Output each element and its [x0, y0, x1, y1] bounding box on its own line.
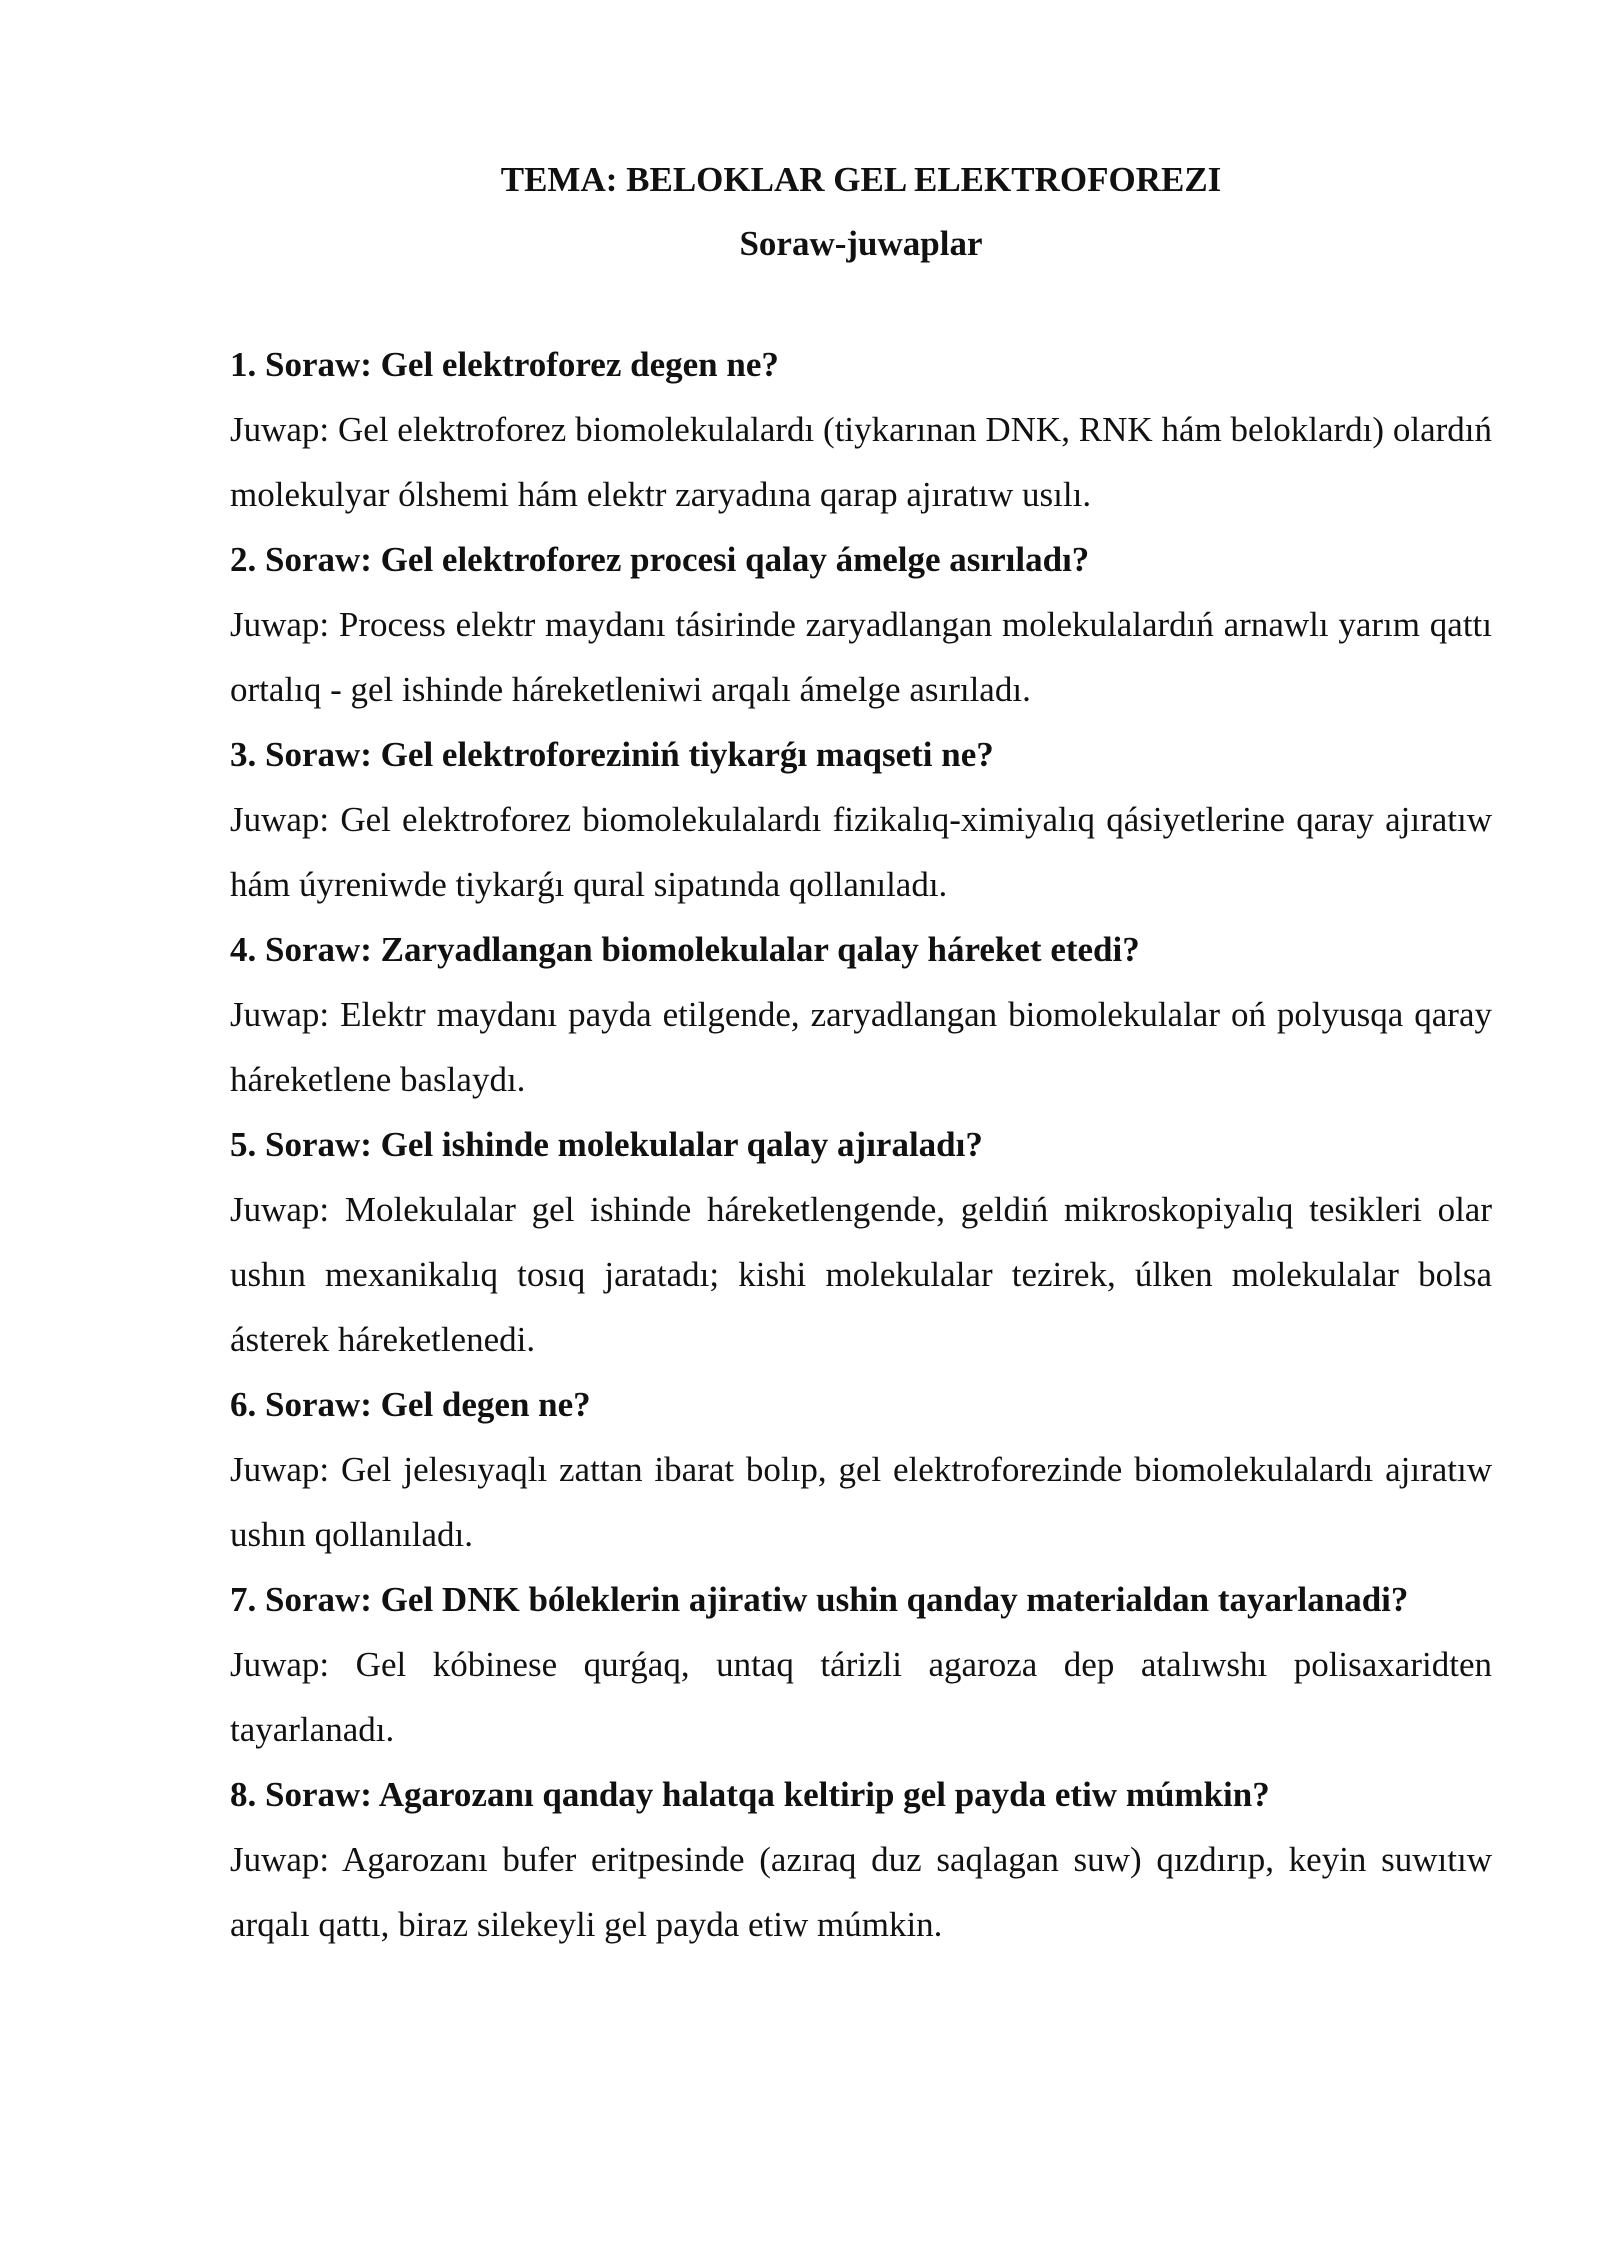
question-text: 7. Soraw: Gel DNK bóleklerin ajiratiw ushin qanday materialdan tayarlanadi?	[230, 1580, 1409, 1619]
question-text: 4. Soraw: Zaryadlangan biomolekulalar qalay háreket etedi?	[230, 930, 1140, 969]
document-subtitle: Soraw-juwaplar	[739, 224, 983, 263]
question-text: 5. Soraw: Gel ishinde molekulalar qalay ajıraladı?	[230, 1125, 983, 1164]
qa-item	[230, 332, 1492, 527]
qa-list	[230, 332, 1492, 1957]
qa-item	[230, 527, 1492, 722]
qa-item	[230, 917, 1492, 1112]
qa-item	[230, 722, 1492, 917]
answer-text: Juwap: Molekulalar gel ishinde háreketlengende, geldiń mikroskopiyalıq tesikleri olar ushın mexanikalıq tosıq jaratadı; kishi molekulalar tezirek, úlken molekulalar bolsa ásterek háreketlenedi.	[230, 1190, 1492, 1359]
answer-text: Juwap: Gel elektroforez biomolekulalardı fizikalıq-ximiyalıq qásiyetlerine qaray ajıratıw hám úyreniwde tiykarǵı qural sipatında qollanıladı.	[230, 800, 1492, 904]
question-text: 3. Soraw: Gel elektroforeziniń tiykarǵı maqseti ne?	[230, 735, 994, 774]
question-text: 2. Soraw: Gel elektroforez procesi qalay ámelge asırıladı?	[230, 540, 1090, 579]
qa-item	[230, 1372, 1492, 1567]
question-text: 8. Soraw: Agarozanı qanday halatqa keltirip gel payda etiw múmkin?	[230, 1775, 1270, 1814]
qa-item	[230, 1112, 1492, 1372]
answer-text: Juwap: Process elektr maydanı tásirinde zaryadlangan molekulalardıń arnawlı yarım qattı ortalıq - gel ishinde háreketleniwi arqalı ámelge asırıladı.	[230, 605, 1492, 709]
answer-text: Juwap: Gel jelesıyaqlı zattan ibarat bolıp, gel elektroforezinde biomolekulalardı ajıratıw ushın qollanıladı.	[230, 1450, 1492, 1554]
answer-text: Juwap: Elektr maydanı payda etilgende, zaryadlangan biomolekulalar oń polyusqa qaray háreketlene baslaydı.	[230, 995, 1492, 1099]
qa-item	[230, 1762, 1492, 1957]
answer-text: Juwap: Gel kóbinese qurǵaq, untaq tárizli agaroza dep atalıwshı polisaxaridten tayarlanadı.	[230, 1645, 1492, 1749]
document-page	[230, 148, 1492, 1957]
answer-text: Juwap: Gel elektroforez biomolekulalardı (tiykarınan DNK, RNK hám beloklardı) olardıń molekulyar ólshemi hám elektr zaryadına qarap ajıratıw usılı.	[230, 410, 1492, 514]
document-title: TEMA: BELOKLAR GEL ELEKTROFOREZI	[500, 160, 1222, 199]
question-text: 6. Soraw: Gel degen ne?	[230, 1385, 591, 1424]
question-text: 1. Soraw: Gel elektroforez degen ne?	[230, 345, 779, 384]
qa-item	[230, 1567, 1492, 1762]
answer-text: Juwap: Agarozanı bufer eritpesinde (azıraq duz saqlagan suw) qızdırıp, keyin suwıtıw arqalı qattı, biraz silekeyli gel payda etiw múmkin.	[230, 1840, 1492, 1944]
